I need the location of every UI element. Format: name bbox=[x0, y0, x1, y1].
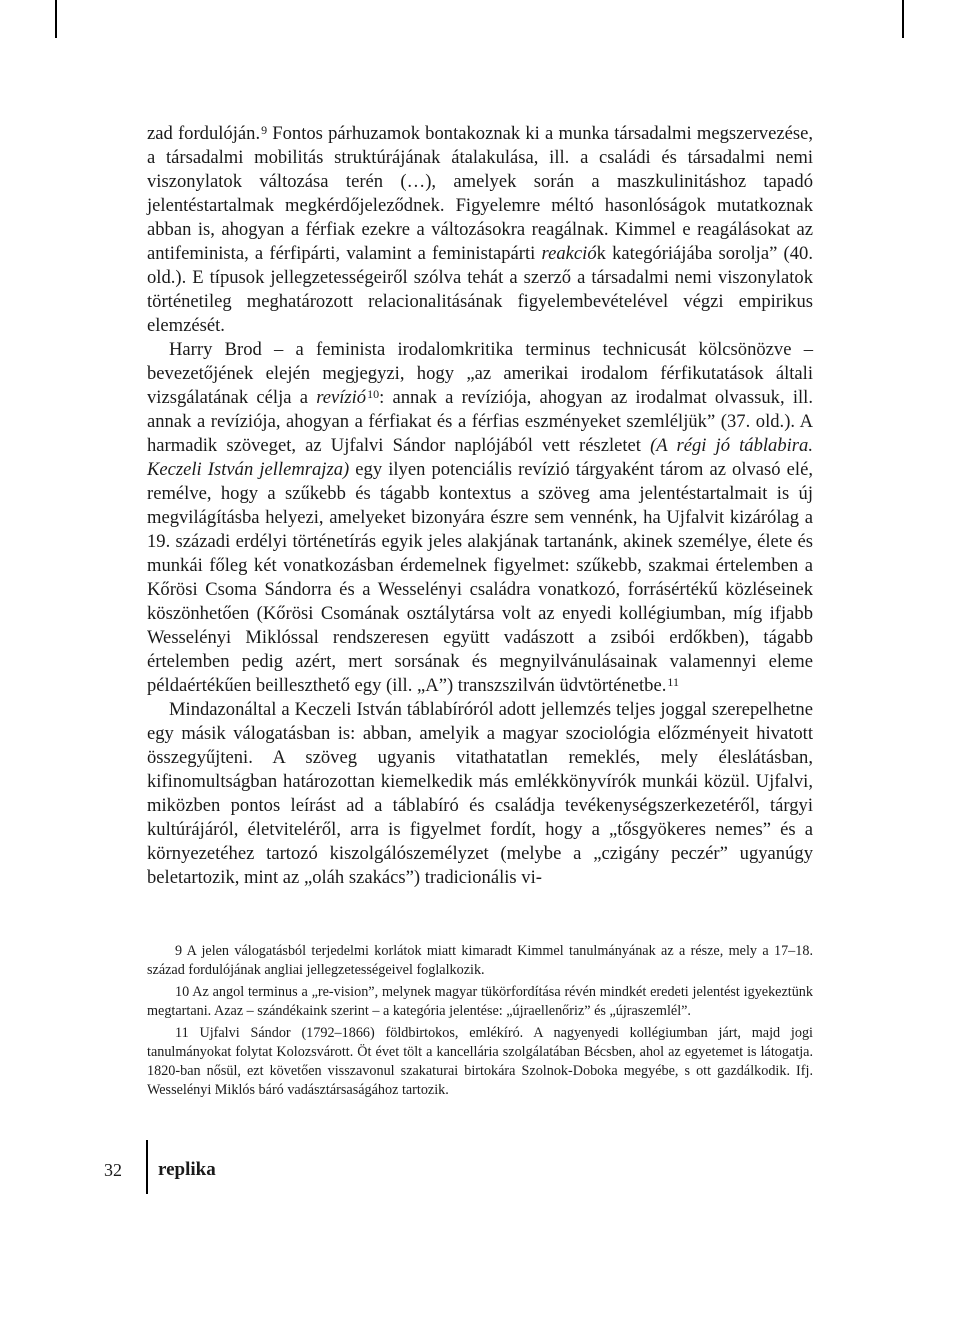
journal-title: replika bbox=[158, 1159, 216, 1180]
footnote-ref-11[interactable]: 11 bbox=[667, 675, 679, 689]
footnote-ref-9[interactable]: 9 bbox=[261, 123, 268, 137]
paragraph-1: zad fordulóján.$^9$ Fontos párhuzamok bontakoznak ki a munka társadalmi megszervezése, a társadalmi mobilitás struktúrájának átalakulása, ill. a családi és társadalmi nemi viszonylatok változása terén (…), amelyek során a maszkulinitáshoz tapadó jelentéstartalmak megkérdőjeleződnek. Figyelemre méltó hasonlóságok mutatkoznak abban is, ahogyan a férfiak ezekre a változásokra reagálnak. Kimmel e reagálásokat az antifeminista, a férfipárti, valamint a feministapárti reakciók kategóriájába sorolja” (40. old.). E típusok jellegzetességeiről szólva tehát a szerző a társadalmi nemi viszonylatok történetileg meghatározott relacionalitásának figyelembevételével végzi empirikus elemzését. bbox=[147, 123, 813, 336]
footnote-10: 10 Az angol terminus a „re-vision”, melynek magyar tükörfordítása révén mindkét eredeti jelentést igyekeztünk megtartani. Azaz – szándékaink szerint – a kategória jelentése: „újraellenőriz” és „újraszemlél”. bbox=[147, 984, 813, 1019]
footnote-ref-10[interactable]: 10 bbox=[367, 387, 380, 401]
main-text bbox=[147, 122, 813, 890]
paragraph-2: Harry Brod – a feminista irodalomkritika terminus technicusát kölcsönözve – bevezetőjének elején megjegyzi, hogy „az amerikai irodalom férfikutatások általi vizsgálatának célja a revízió$^{10}$: annak a revíziója, ahogyan az irodalmat olvassuk, ill. annak a revíziója, ahogyan a férfiakat és a férfias eszményeket szemléljük” (37. old.). A harmadik szöveget, az Ujfalvi Sándor naplójából vett részletet (A régi jó táblabira. Keczeli István jellemrajza) egy ilyen potenciális revízió tárgyaként tárom az olvasó elé, remélve, hogy a szűkebb és tágabb kontextus a szöveg ama jelentéstartalmait is új megvilágításba helyezi, amelyeket bizonyára észre sem vennénk, ha Ujfalvit kizárólag a 19. századi erdélyi történetírás egyik jeles alakjának tartanánk, akinek személye, élete és munkái főleg két vonatkozásban érdemelnek figyelmet: szűkebb, szakmai értelemben a Kőrösi Csoma Sándorra és a Wesselényi családra vonatkozó, forrásértékű közléseinek köszönhetően (Kőrösi Csomának osztálytársa volt az enyedi kollégiumban, míg ifjabb Wesselényi Miklóssal rendszeresen együtt vadászott a zsibói erdőkben), tágabb értelemben pedig azért, mert sorsának és megnyilvánulásainak valamennyi eleme példaértékűen beilleszthető egy (ill. „A”) transzszilván üdvtörténetbe.$^{11}$ bbox=[147, 339, 813, 696]
crop-mark-top-left bbox=[55, 0, 57, 38]
footnotes bbox=[147, 942, 813, 1103]
footnote-11: 11 Ujfalvi Sándor (1792–1866) földbirtokos, emlékíró. A nagyenyedi kollégiumban járt, majd jogi tanulmányokat folytat Kolozsvárott. Öt évet tölt a kancellária szolgálatában Bécsben, ahol az egyetemet is látogatja. 1820-ban nősül, ezt követően visszavonul szakaturai birtokára Szolnok-Doboka megyébe, s ott gazdálkodik. Ifj. Wesselényi Miklós báró vadásztársaságához tartozik. bbox=[147, 1025, 813, 1098]
crop-mark-top-right bbox=[902, 0, 904, 38]
paragraph-3: Mindazonáltal a Keczeli István táblabíróról adott jellemzés teljes joggal szerepelhetne egy másik válogatásban is: abban, amelyik a magyar szociológia előzményeit hivatott összegyűjteni. A szöveg ugyanis vitathatatlan remeklés, mely éleslátásban, kifinomultságban határozottan kiemelkedik más emlékkönyvírók munkái közül. Ujfalvi, miközben pontos leírást ad a táblabíró és családja tevékenységszerkezetéről, tárgyi kultúrájáról, életviteléről, arra is figyelmet fordít, hogy a „tősgyökeres nemes” és a környezetéhez tartozó kiszolgálószemélyzet (melybe a „czigány peczér” ugyanúgy beletartozik, mint az „oláh szakács”) tradicionális vi- bbox=[147, 699, 813, 888]
page-number: 32 bbox=[104, 1160, 122, 1180]
footer-divider bbox=[146, 1140, 148, 1194]
footnote-9: 9 A jelen válogatásból terjedelmi korlátok miatt kimaradt Kimmel tanulmányának az a része, mely a 17–18. század fordulójának angliai jellegzetességeivel foglalkozik. bbox=[147, 943, 813, 978]
